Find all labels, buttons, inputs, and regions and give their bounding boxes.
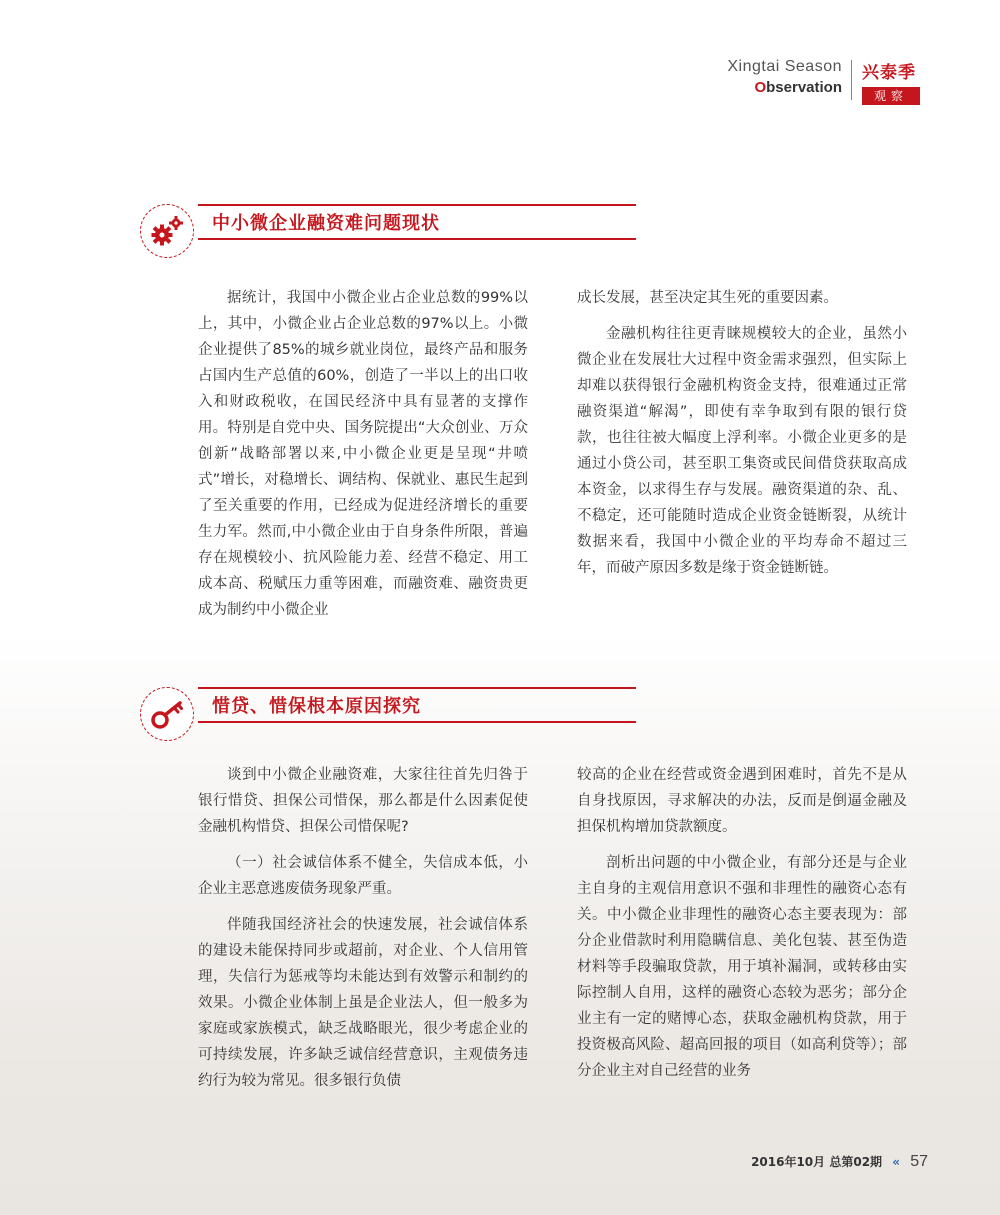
paragraph: 据统计，我国中小微企业占企业总数的99%以上，其中，小微企业占企业总数的97%以上。小微企业提供了85%的城乡就业岗位，最终产品和服务占国内生产总值的60%，创造了一半以上的出口收入和财政税收，在国民经济中具有显著的支撑作用。特别是自党中央、国务院提出“大众创业、万众创新”战略部署以来,中小微企业更是呈现“井喷式”增长，对稳增长、调结构、保就业、惠民生起到了至关重要的作用，已经成为促进经济增长的重要生力军。然而,中小微企业由于自身条件所限，普遍存在规模较小、抗风险能力差、经营不稳定、用工成本高、税赋压力重等困难，而融资难、融资贵更成为制约中小微企业 [198,290,528,618]
key-icon [147,694,187,734]
section-icon-badge [140,687,194,741]
header-english [727,58,842,96]
section-heading-2 [140,687,640,747]
column-name-initial: O [754,79,767,96]
page-footer [751,1153,928,1171]
magazine-name-en: Xingtai Season [727,58,842,75]
paragraph: 成长发展，甚至决定其生死的重要因素。 [577,290,838,306]
paragraph: 谈到中小微企业融资难，大家往往首先归咎于银行惜贷、担保公司惜保，那么都是什么因素促使金融机构惜贷、担保公司惜保呢? [198,767,528,835]
section2-right-column [577,762,907,1094]
double-chevron-left-icon: « [892,1155,901,1169]
paragraph: 伴随我国经济社会的快速发展，社会诚信体系的建设未能保持同步或超前，对企业、个人信用管理，失信行为惩戒等均未能达到有效警示和制约的效果。小微企业体制上虽是企业法人，但一般多为家庭或家族模式，缺乏战略眼光，很少考虑企业的可持续发展，许多缺乏诚信经营意识，主观债务违约行为较为常见。很多银行负债 [198,917,528,1089]
section-title: 中小微企业融资难问题现状 [212,213,440,234]
paragraph: 较高的企业在经营或资金遇到困难时，首先不是从自身找原因，寻求解决的办法，反而是倒逼金融及担保机构增加贷款额度。 [577,767,907,835]
section1-left-column [198,285,528,633]
section-heading-1 [140,204,640,264]
issue-date: 2016年10月 [751,1155,826,1169]
section-title: 惜贷、惜保根本原因探究 [212,696,421,717]
section2-left-column [198,762,528,1104]
gears-icon [147,211,187,251]
header-divider [851,60,852,100]
page-number: 57 [910,1153,928,1170]
column-tag-cn: 观察 [862,87,920,105]
heading-rule-top [198,204,636,206]
heading-rule-bottom [198,721,636,723]
heading-rule-bottom [198,238,636,240]
column-name-en [727,79,842,96]
issue-number: 总第02期 [829,1155,883,1169]
paragraph: 金融机构往往更青睐规模较大的企业，虽然小微企业在发展壮大过程中资金需求强烈，但实际上却难以获得银行金融机构资金支持，很难通过正常融资渠道“解渴”，即使有幸争取到有限的银行贷款，也往往被大幅度上浮利率。小微企业更多的是通过小贷公司，甚至职工集资或民间借贷获取高成本资金，以求得生存与发展。融资渠道的杂、乱、不稳定，还可能随时造成企业资金链断裂，从统计数据来看，我国中小微企业的平均寿命不超过三年，而破产原因多数是缘于资金链断链。 [577,326,907,576]
section-icon-badge [140,204,194,258]
paragraph: 剖析出问题的中小微企业，有部分还是与企业主自身的主观信用意识不强和非理性的融资心态有关。中小微企业非理性的融资心态主要表现为：部分企业借款时利用隐瞒信息、美化包装、甚至伪造材料等手段骗取贷款，用于填补漏洞，或转移由实际控制人自用，这样的融资心态较为恶劣；部分企业主有一定的赌博心态，获取金融机构贷款，用于投资极高风险、超高回报的项目（如高利贷等）；部分企业主对自己经营的业务 [577,855,907,1079]
heading-rule-top [198,687,636,689]
magazine-logo-cn: 兴泰季 [862,63,916,83]
section1-right-column [577,285,907,591]
column-name-rest: bservation [766,79,842,96]
header-chinese [862,58,920,105]
paragraph: （一）社会诚信体系不健全，失信成本低，小企业主恶意逃废债务现象严重。 [198,855,528,897]
